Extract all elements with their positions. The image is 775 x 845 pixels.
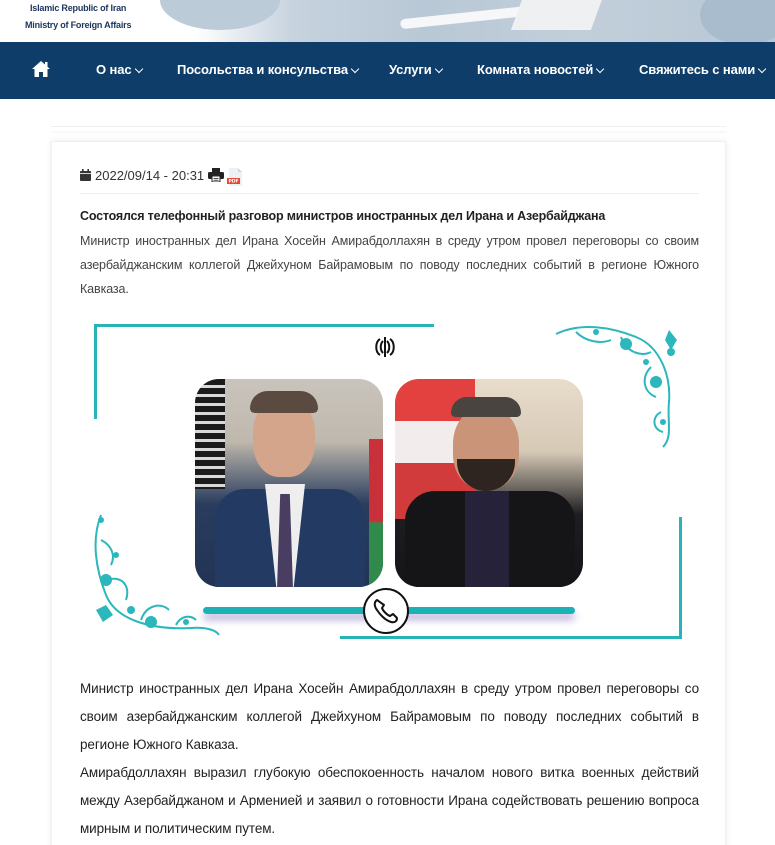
site-header-banner — [0, 0, 775, 42]
map-decoration — [511, 0, 609, 30]
phone-icon — [363, 588, 409, 634]
nav-item-embassies[interactable] — [177, 62, 358, 77]
article-body — [80, 675, 699, 843]
frame-line-bottom — [340, 636, 682, 639]
nav-item-about[interactable] — [96, 62, 142, 77]
frame-line-left — [94, 324, 97, 419]
breadcrumb-bar — [51, 126, 726, 131]
nav-item-label: Свяжитесь с нами — [639, 62, 756, 77]
map-decoration — [700, 0, 775, 42]
chevron-down-icon — [351, 65, 359, 73]
chevron-down-icon — [596, 65, 604, 73]
article-paragraph: Министр иностранных дел Ирана Хосейн Амирабдоллахян в среду утром провел переговоры со своим азербайджанским коллегой Джейхуном Байрамовым по поводу последних событий в регионе Южного Кавказа. — [80, 681, 699, 752]
iran-emblem-icon — [373, 336, 397, 358]
logo-line-1[interactable]: Islamic Republic of Iran — [30, 3, 127, 13]
article-headline: Состоялся телефонный разговор министров иностранных дел Ирана и Азербайджана — [80, 209, 606, 223]
pdf-icon[interactable] — [227, 168, 243, 186]
nav-item-newsroom[interactable] — [477, 62, 603, 77]
article-lead: Министр иностранных дел Ирана Хосейн Амирабдоллахян в среду утром провел переговоры со своим азербайджанским коллегой Джейхуном Байрамовым по поводу последних событий в регионе Южного Кавказа. — [80, 234, 699, 296]
divider — [80, 193, 699, 194]
chevron-down-icon — [434, 65, 442, 73]
nav-item-label: О нас — [96, 62, 132, 77]
chevron-down-icon — [134, 65, 142, 73]
article-date: 2022/09/14 - 20:31 — [95, 167, 205, 183]
chevron-down-icon — [758, 65, 766, 73]
portrait-iran-minister — [395, 379, 583, 587]
article-image — [91, 320, 691, 645]
map-decoration — [160, 0, 280, 30]
article-paragraph: Амирабдоллахян выразил глубокую обеспокоенность началом нового витка военных действий между Азербайджаном и Арменией и заявил о готовности Ирана содействовать решению вопроса мирным и политическим путем. — [80, 765, 699, 836]
nav-item-services[interactable] — [389, 62, 442, 77]
calendar-icon — [80, 169, 91, 181]
main-navigation — [0, 42, 775, 99]
frame-line-right — [679, 517, 682, 639]
print-icon[interactable] — [208, 168, 224, 182]
article-card — [51, 141, 726, 845]
article-meta — [80, 164, 243, 186]
logo-line-2[interactable]: Ministry of Foreign Affairs — [25, 20, 132, 30]
home-icon[interactable] — [31, 60, 51, 78]
nav-item-label: Комната новостей — [477, 62, 594, 77]
frame-line-top — [94, 324, 434, 327]
nav-item-contact[interactable] — [639, 62, 765, 77]
portrait-azerbaijan-minister — [195, 379, 383, 587]
svg-text:PDF: PDF — [228, 179, 239, 185]
nav-item-label: Услуги — [389, 62, 432, 77]
nav-item-label: Посольства и консульства — [177, 62, 348, 77]
